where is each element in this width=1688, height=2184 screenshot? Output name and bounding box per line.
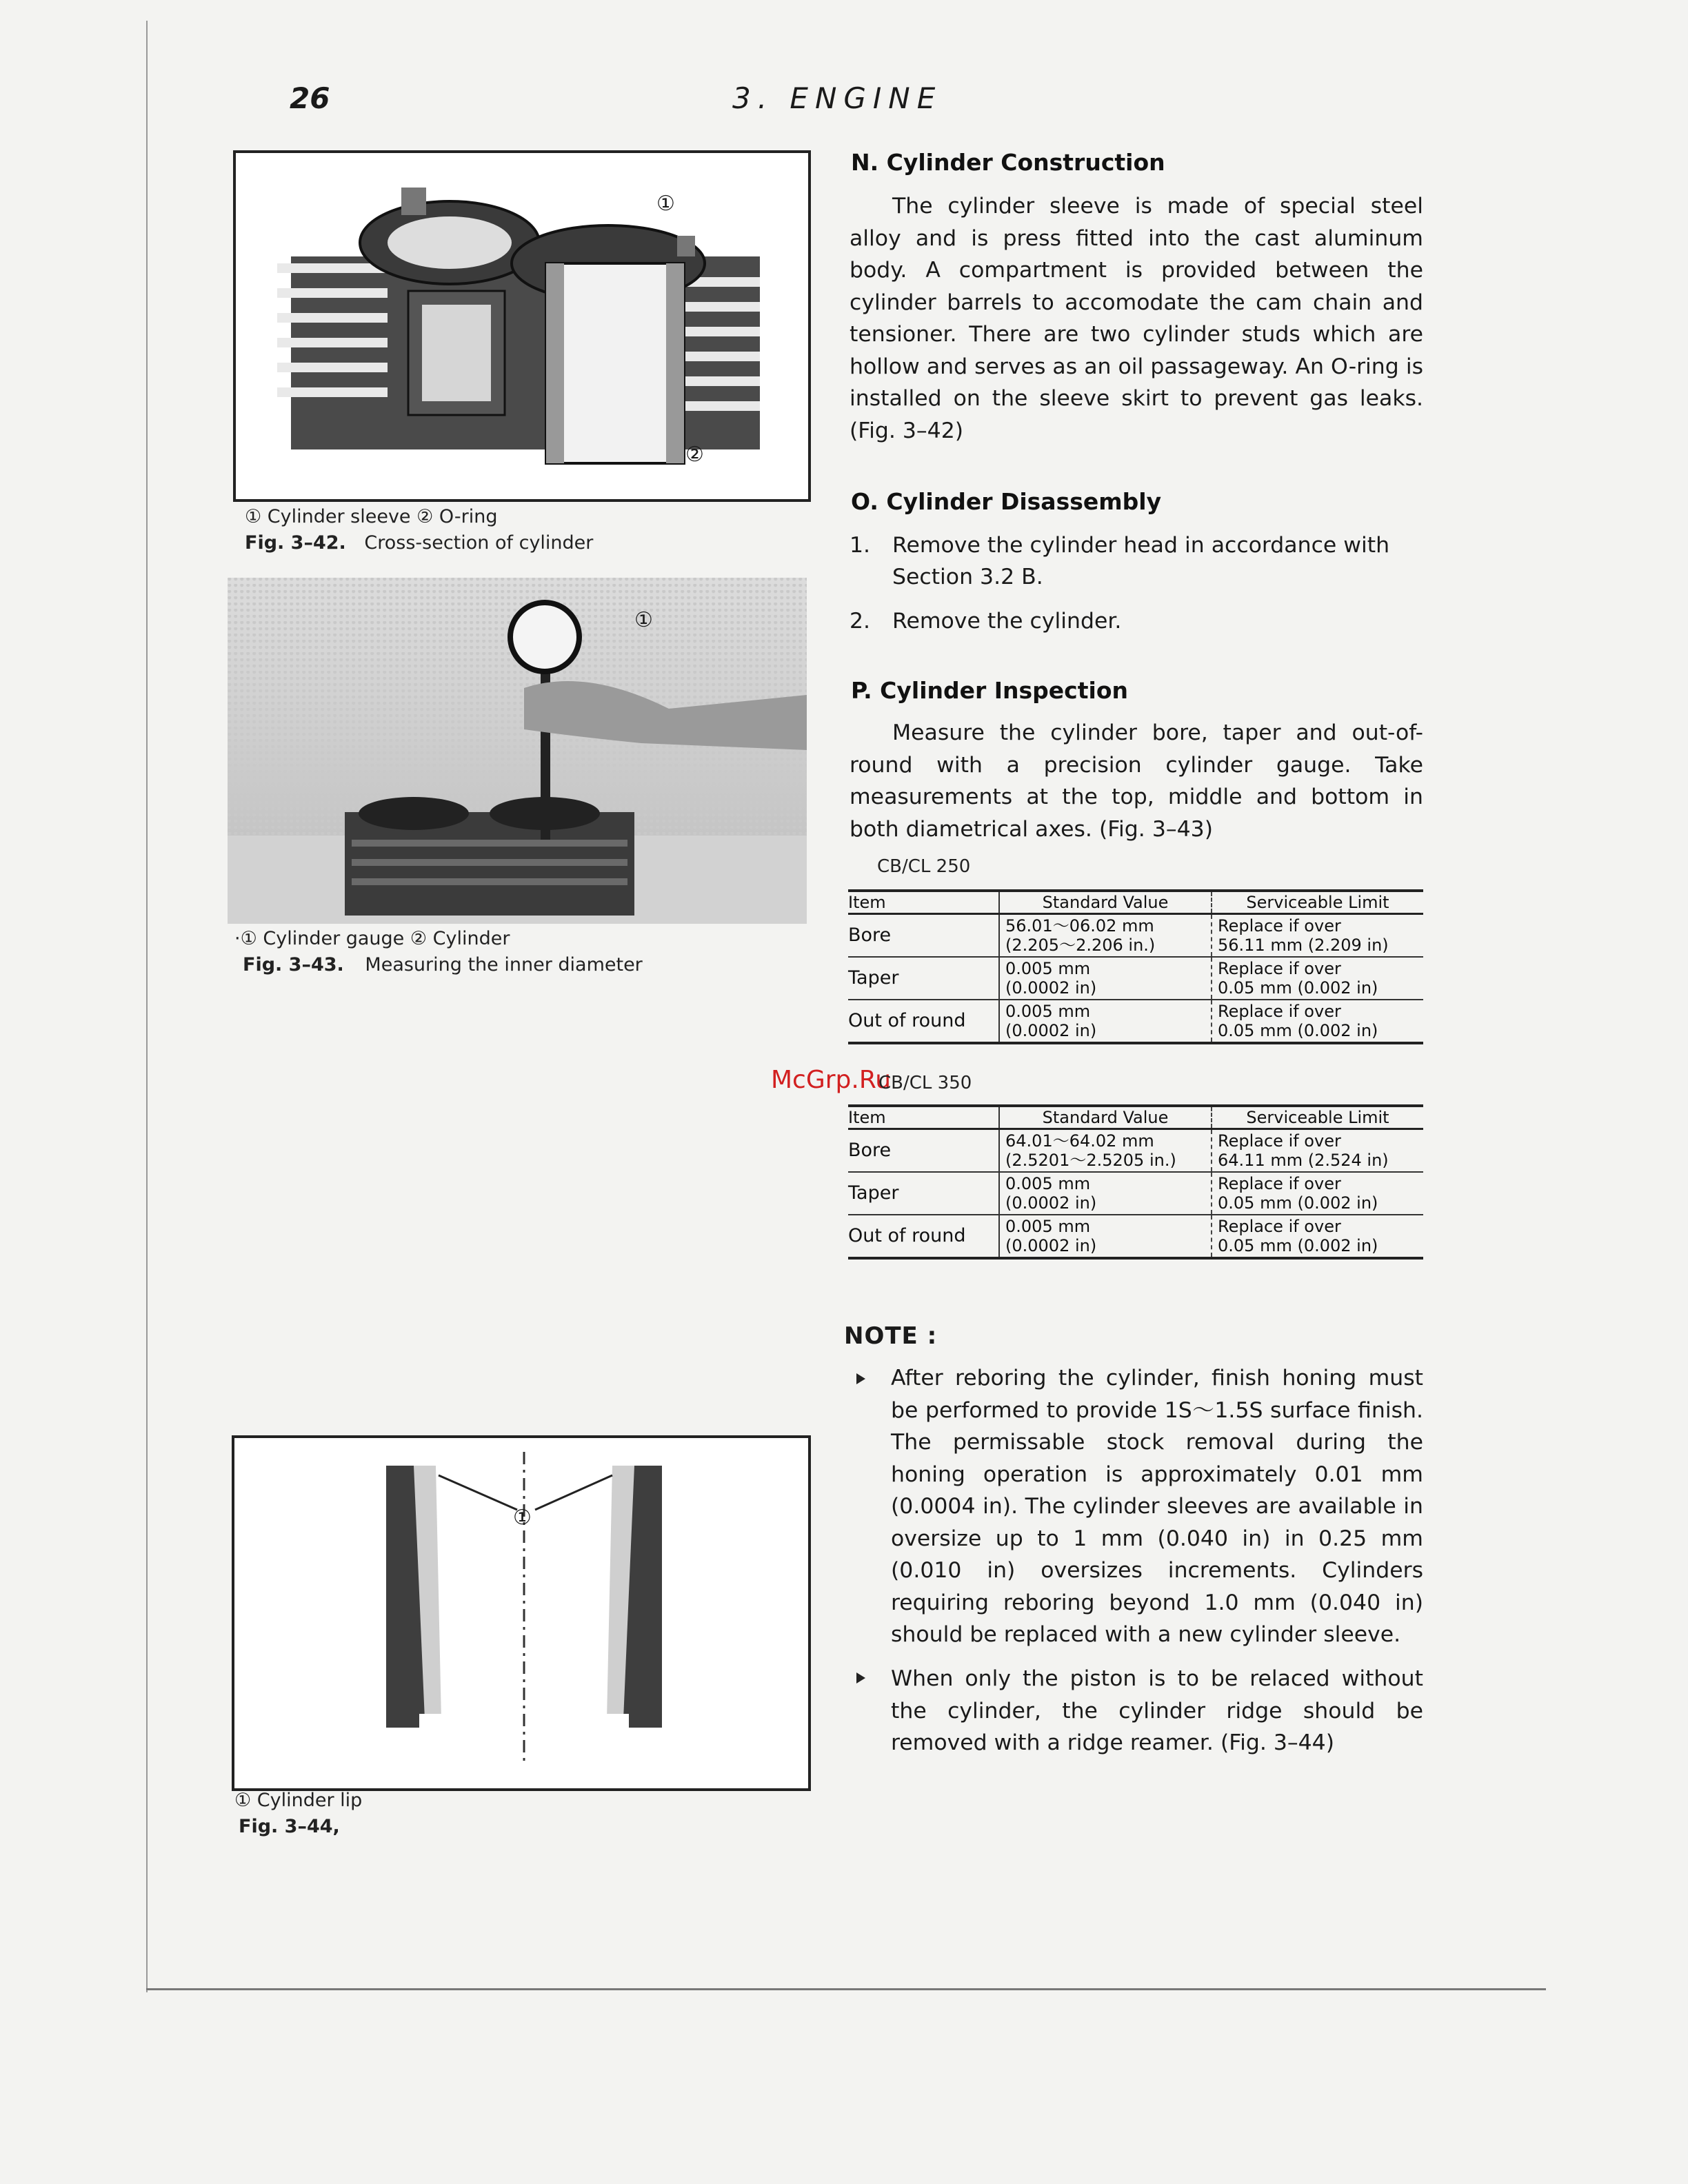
note-bullet-1: After reboring the cylinder, finish honing must be performed to provide 1S～1.5S surface finish. The permissable stock removal during the honing operation is approximately 0.01 mm (0.0004 in). The cylinder sleeves are available in oversize up to 1 mm (0.040 in) in 0.25 mm (0.010 in) oversizes increments. Cylinders requiring reboring beyond 1.0 mm (0.040 in) should be replaced with a new cylinder sleeve. [891, 1366, 1423, 1647]
table-row [848, 1215, 1423, 1258]
std-line-2: (0.0002 in) [1005, 1021, 1097, 1040]
figure-3-42-legend: ① Cylinder sleeve ② O-ring [245, 506, 498, 527]
figure-3-42-callout-1: ① [656, 192, 675, 216]
cylinder-cross-section-drawing [236, 153, 808, 499]
standard-value-cell [999, 1129, 1212, 1173]
bullet-arrow-icon [856, 1373, 865, 1384]
watermark: McGrp.Ru [771, 1066, 892, 1094]
item-cell: Out of round [848, 1215, 999, 1258]
lim-line-2: 56.11 mm (2.209 in) [1218, 936, 1389, 955]
cylinder-lip-drawing [234, 1438, 808, 1788]
table-header-row [848, 1106, 1423, 1129]
std-line-1: 0.005 mm [1005, 1174, 1091, 1193]
std-line-1: 64.01～64.02 mm [1005, 1131, 1154, 1151]
table-row [848, 1000, 1423, 1043]
item-cell: Bore [848, 1129, 999, 1173]
std-line-1: 0.005 mm [1005, 1002, 1091, 1021]
figure-3-44-label: Fig. 3–44, [239, 1816, 340, 1837]
col-item: Item [848, 1106, 999, 1129]
col-serviceable-limit: Serviceable Limit [1212, 891, 1423, 914]
section-o-title: O. Cylinder Disassembly [851, 488, 1162, 515]
std-line-1: 0.005 mm [1005, 959, 1091, 978]
figure-3-42-callout-2: ② [685, 443, 704, 467]
step-1-number: 1. [850, 533, 871, 558]
std-line-2: (0.0002 in) [1005, 1236, 1097, 1255]
table-row [848, 957, 1423, 1000]
figure-3-43-text: Measuring the inner diameter [365, 954, 643, 975]
table-1-model: CB/CL 250 [877, 856, 971, 877]
section-o-step-1 [850, 529, 1429, 593]
col-item: Item [848, 891, 999, 914]
item-cell: Bore [848, 914, 999, 958]
section-o-step-2 [850, 605, 1429, 637]
std-line-2: (0.0002 in) [1005, 978, 1097, 998]
figure-3-43-label: Fig. 3–43. [243, 954, 344, 975]
lim-line-1: Replace if over [1218, 916, 1341, 936]
limit-cell [1212, 1215, 1423, 1258]
figure-cylinder-lip [232, 1435, 811, 1791]
std-line-2: (0.0002 in) [1005, 1193, 1097, 1213]
figure-3-42-label: Fig. 3–42. [245, 532, 346, 554]
section-p-body: Measure the cylinder bore, taper and out-of-round with a precision cylinder gauge. Take measurements at the top, middle and bottom in both diametrical axes. (Fig. 3–43) [850, 720, 1423, 842]
lim-line-1: Replace if over [1218, 959, 1341, 978]
std-line-1: 56.01～06.02 mm [1005, 916, 1154, 936]
figure-3-44-legend: ① Cylinder lip [234, 1790, 363, 1811]
chapter-title: 3. ENGINE [732, 81, 943, 115]
spec-table-cb-cl-250 [848, 889, 1423, 1044]
std-line-1: 0.005 mm [1005, 1217, 1091, 1236]
standard-value-cell [999, 1172, 1212, 1215]
step-2-line-1: Remove the cylinder. [892, 609, 1122, 634]
figure-3-43-callout-1: ① [634, 608, 653, 632]
page-number: 26 [290, 81, 330, 115]
lim-line-1: Replace if over [1218, 1217, 1341, 1236]
measuring-photo-drawing [228, 578, 807, 924]
lim-line-1: Replace if over [1218, 1131, 1341, 1151]
item-cell: Taper [848, 957, 999, 1000]
figure-3-43-legend: ·① Cylinder gauge ② Cylinder [234, 928, 510, 949]
limit-cell [1212, 1172, 1423, 1215]
item-cell: Taper [848, 1172, 999, 1215]
col-serviceable-limit: Serviceable Limit [1212, 1106, 1423, 1129]
lim-line-2: 0.05 mm (0.002 in) [1218, 1236, 1378, 1255]
figure-3-44-caption [239, 1816, 340, 1837]
step-1-line-2: Section 3.2 B. [892, 565, 1043, 589]
table-row [848, 1172, 1423, 1215]
lim-line-2: 0.05 mm (0.002 in) [1218, 1021, 1378, 1040]
figure-3-42-caption [245, 532, 593, 554]
col-standard-value: Standard Value [999, 1106, 1212, 1129]
lim-line-2: 0.05 mm (0.002 in) [1218, 1193, 1378, 1213]
figure-3-42-text: Cross-section of cylinder [364, 532, 594, 554]
standard-value-cell [999, 914, 1212, 958]
limit-cell [1212, 914, 1423, 958]
section-p-title: P. Cylinder Inspection [851, 677, 1128, 704]
note-bullet-2: When only the piston is to be relaced without the cylinder, the cylinder ridge should be removed with a ridge reamer. (Fig. 3–44) [891, 1666, 1423, 1755]
note-title: NOTE : [844, 1322, 938, 1350]
col-standard-value: Standard Value [999, 891, 1212, 914]
lim-line-1: Replace if over [1218, 1174, 1341, 1193]
section-n-body: The cylinder sleeve is made of special steel alloy and is press fitted into the cast aluminum body. A compartment is provided between the cylinder barrels to accomodate the cam chain and tensioner. There are two cylinder studs which are hollow and serves as an oil passageway. An O-ring is installed on the sleeve skirt to prevent gas leaks. (Fig. 3–42) [850, 194, 1423, 443]
limit-cell [1212, 957, 1423, 1000]
section-n-title: N. Cylinder Construction [851, 149, 1165, 176]
table-header-row [848, 891, 1423, 914]
table-2-model: CB/CL 350 [878, 1073, 972, 1093]
figure-cylinder-cross-section [233, 150, 811, 502]
spec-table-cb-cl-350 [848, 1104, 1423, 1260]
std-line-2: (2.205～2.206 in.) [1005, 936, 1156, 955]
table-row [848, 1129, 1423, 1173]
standard-value-cell [999, 1215, 1212, 1258]
limit-cell [1212, 1129, 1423, 1173]
step-1-line-1: Remove the cylinder head in accordance with [892, 533, 1390, 558]
figure-3-43-caption [243, 954, 643, 975]
lim-line-2: 64.11 mm (2.524 in) [1218, 1151, 1389, 1170]
standard-value-cell [999, 957, 1212, 1000]
table-row [848, 914, 1423, 958]
lim-line-2: 0.05 mm (0.002 in) [1218, 978, 1378, 998]
item-cell: Out of round [848, 1000, 999, 1043]
step-2-number: 2. [850, 609, 871, 634]
figure-3-44-callout-1: ① [513, 1506, 532, 1530]
lim-line-1: Replace if over [1218, 1002, 1341, 1021]
standard-value-cell [999, 1000, 1212, 1043]
figure-measuring-photo [228, 578, 807, 924]
limit-cell [1212, 1000, 1423, 1043]
bottom-margin-line [146, 1988, 1546, 1990]
bullet-arrow-icon [856, 1672, 865, 1684]
std-line-2: (2.5201～2.5205 in.) [1005, 1151, 1176, 1170]
left-margin-line [146, 21, 148, 1992]
